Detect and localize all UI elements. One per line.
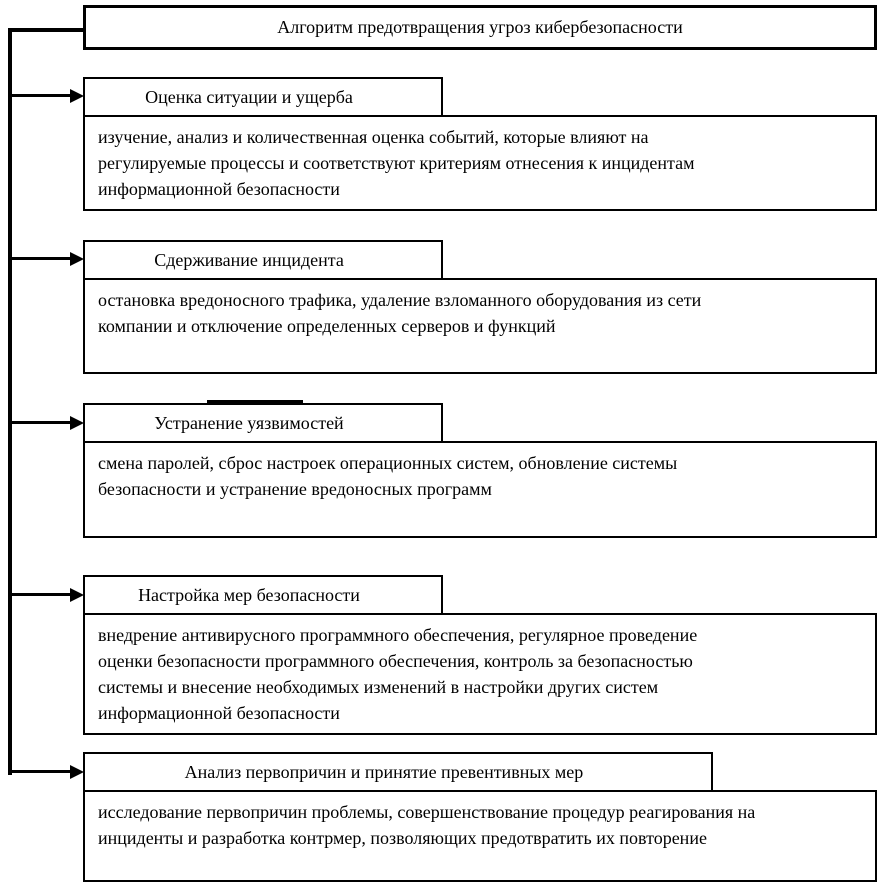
step-2-description-box: [83, 278, 877, 374]
step-4-label-box: [83, 575, 443, 615]
branch-line-3: [10, 421, 73, 424]
step-2-description: остановка вредоносного трафика, удаление взломанного оборудования из сети компании и отключение определенных серверов и функций: [98, 290, 702, 336]
scan-artifact-line: [207, 400, 303, 404]
arrow-head-icon: [70, 588, 84, 602]
step-1-description: изучение, анализ и количественная оценка событий, которые влияют на регулируемые процессы и соответствуют критериям отнесения к инцидентам информационной безопасности: [98, 127, 695, 199]
algorithm-title-box: [83, 5, 877, 50]
step-2-label: Сдерживание инцидента: [154, 249, 344, 270]
step-1-description-box: [83, 115, 877, 211]
branch-line-2: [10, 257, 73, 260]
algorithm-title: Алгоритм предотвращения угроз кибербезопасности: [277, 17, 683, 37]
step-3-label: Устранение уязвимостей: [154, 412, 344, 433]
arrow-head-icon: [70, 252, 84, 266]
arrow-head-icon: [70, 89, 84, 103]
step-5-description: исследование первопричин проблемы, совершенствование процедур реагирования на инциденты и разработка контрмер, позволяющих предотвратить их повторение: [98, 802, 756, 848]
step-1-label: Оценка ситуации и ущерба: [145, 86, 353, 107]
branch-line-5: [10, 770, 73, 773]
step-5-description-box: [83, 790, 877, 882]
step-5-label: Анализ первопричин и принятие превентивных мер: [184, 761, 584, 782]
spine-vertical-line: [8, 28, 12, 775]
step-5-label-box: [83, 752, 713, 792]
step-4-description: внедрение антивирусного программного обеспечения, регулярное проведение оценки безопасности программного обеспечения, контроль за безопасностью системы и внесение необходимых изменений в настройки других систем информационной безопасности: [98, 625, 698, 723]
step-4-description-box: [83, 613, 877, 735]
branch-line-4: [10, 593, 73, 596]
step-1-label-box: [83, 77, 443, 117]
arrow-head-icon: [70, 416, 84, 430]
title-connector-line: [8, 28, 85, 32]
step-3-description-box: [83, 441, 877, 538]
step-3-label-box: [83, 403, 443, 443]
step-4-label: Настройка мер безопасности: [138, 584, 360, 605]
branch-line-1: [10, 94, 73, 97]
arrow-head-icon: [70, 765, 84, 779]
step-3-description: смена паролей, сброс настроек операционных систем, обновление системы безопасности и устранение вредоносных программ: [98, 453, 678, 499]
step-2-label-box: [83, 240, 443, 280]
